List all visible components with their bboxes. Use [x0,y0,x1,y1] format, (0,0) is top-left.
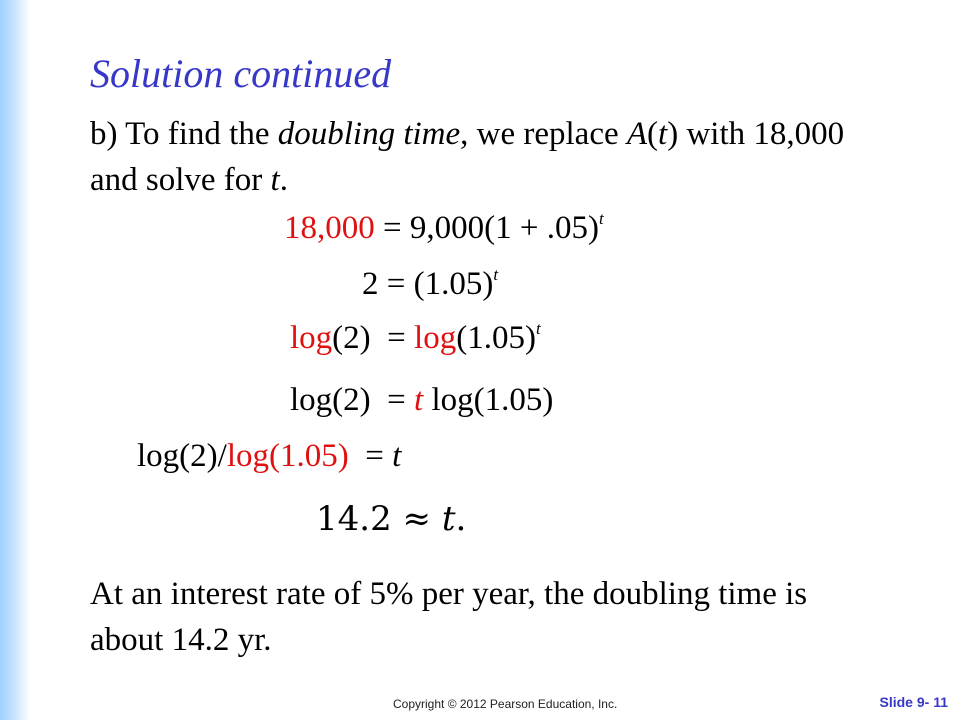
equation-6-approx [316,497,466,541]
eq1-rhs: = 9,000(1 + .05) [374,210,599,246]
eq5-equals: = [348,438,393,474]
eq2-text: 2 = (1.05) [362,266,494,302]
intro-part2: , we replace [460,116,627,152]
intro-end: . [279,162,288,198]
eq3-rhs-arg: (1.05) [456,320,536,356]
eq6-value: 14.2 [316,499,392,539]
eq3-lhs-arg: (2) [332,320,371,356]
eq6-approx-sign: ≈ [391,499,442,539]
eq5-lhs-b: log(1.05) [226,438,349,474]
equation-3 [290,318,541,358]
intro-fn-arg: t [658,116,668,152]
eq5-lhs-a: log(2)/ [137,438,227,474]
slide-number: Slide 9- 11 [879,694,948,710]
eq3-lhs-log: log [290,320,333,356]
eq6-var: t [441,499,456,539]
eq3-rhs-log: log [414,320,457,356]
intro-var: t [270,162,280,198]
intro-part3: with 18,000 and solve for [90,116,845,198]
eq5-var: t [392,438,402,474]
eq3-equals: = [370,320,415,356]
copyright-text: Copyright © 2012 Pearson Education, Inc. [393,697,618,711]
equation-5 [137,436,401,476]
eq6-end: . [455,499,467,539]
eq4-var: t [414,382,424,418]
intro-paragraph [90,111,870,203]
equation-2 [362,264,498,304]
eq4-equals: = [370,382,415,418]
equation-4 [290,380,553,420]
eq3-exponent: t [535,319,541,338]
eq2-exponent: t [493,265,499,284]
equation-1 [284,208,604,248]
intro-fn: A [626,116,648,152]
eq4-rhs: log(1.05) [423,382,554,418]
intro-term: doubling time [277,116,461,152]
eq4-lhs: log(2) [290,382,371,418]
slide-title: Solution continued [90,51,392,96]
intro-part1: b) To find the [90,116,278,152]
slide-sidebar-gradient [0,0,30,720]
conclusion-paragraph: At an interest rate of 5% per year, the doubling time is about 14.2 yr. [90,576,808,658]
intro-paren-close: ) [667,116,679,152]
intro-paren-open: ( [647,116,659,152]
eq1-exponent: t [598,209,604,228]
eq1-lhs: 18,000 [284,210,375,246]
